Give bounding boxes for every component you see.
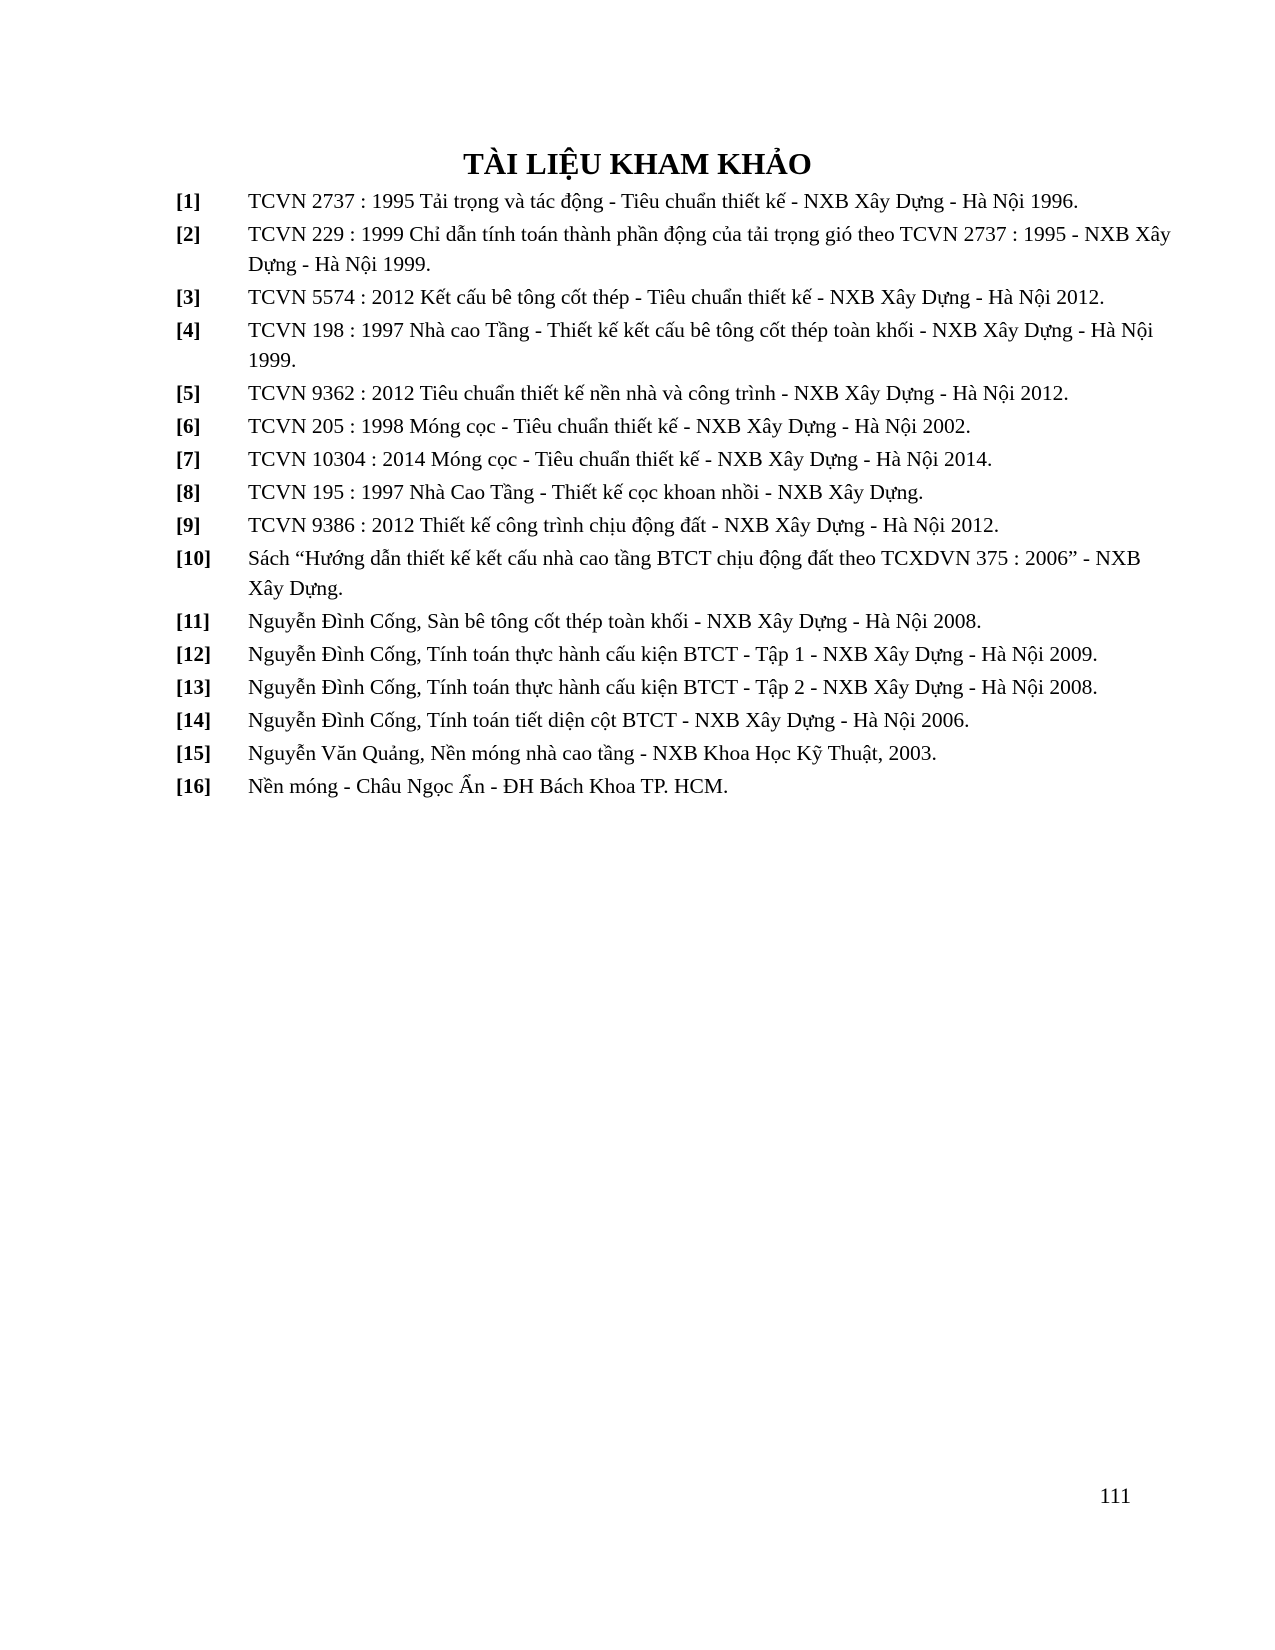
reference-item — [176, 639, 1176, 669]
reference-text: Nguyễn Văn Quảng, Nền móng nhà cao tầng - NXB Khoa Học Kỹ Thuật, 2003. — [248, 741, 937, 765]
reference-text: TCVN 10304 : 2014 Móng cọc - Tiêu chuẩn thiết kế - NXB Xây Dựng - Hà Nội 2014. — [248, 447, 993, 471]
reference-number: [14] — [176, 708, 211, 732]
reference-item — [176, 315, 1176, 375]
reference-text: TCVN 229 : 1999 Chỉ dẫn tính toán thành phần động của tải trọng gió theo TCVN 2737 : 1995 - NXB Xây Dựng - Hà Nội 1999. — [248, 222, 1171, 276]
reference-number: [13] — [176, 675, 211, 699]
reference-number: [9] — [176, 513, 201, 537]
reference-item — [176, 672, 1176, 702]
reference-number: [6] — [176, 414, 201, 438]
reference-text: TCVN 205 : 1998 Móng cọc - Tiêu chuẩn thiết kế - NXB Xây Dựng - Hà Nội 2002. — [248, 414, 971, 438]
reference-number: [7] — [176, 447, 201, 471]
reference-item — [176, 606, 1176, 636]
page-number: 111 — [1099, 1483, 1131, 1508]
reference-item — [176, 705, 1176, 735]
reference-item — [176, 444, 1176, 474]
reference-number: [16] — [176, 774, 211, 798]
reference-number: [12] — [176, 642, 211, 666]
reference-number: [10] — [176, 546, 211, 570]
reference-item — [176, 510, 1176, 540]
reference-item — [176, 543, 1176, 603]
reference-number: [5] — [176, 381, 201, 405]
reference-text: TCVN 2737 : 1995 Tải trọng và tác động - Tiêu chuẩn thiết kế - NXB Xây Dựng - Hà Nội 1996. — [248, 189, 1079, 213]
reference-number: [2] — [176, 222, 201, 246]
reference-number: [11] — [176, 609, 210, 633]
reference-text: Nguyễn Đình Cống, Tính toán thực hành cấu kiện BTCT - Tập 1 - NXB Xây Dựng - Hà Nội 2009. — [248, 642, 1098, 666]
reference-text: Nền móng - Châu Ngọc Ẩn - ĐH Bách Khoa TP. HCM. — [248, 774, 729, 798]
reference-text: TCVN 198 : 1997 Nhà cao Tầng - Thiết kế kết cấu bê tông cốt thép toàn khối - NXB Xây Dựng - Hà Nội 1999. — [248, 318, 1154, 372]
reference-text: TCVN 195 : 1997 Nhà Cao Tầng - Thiết kế cọc khoan nhồi - NXB Xây Dựng. — [248, 480, 924, 504]
reference-text: Sách “Hướng dẫn thiết kế kết cấu nhà cao tầng BTCT chịu động đất theo TCXDVN 375 : 2006” - NXB Xây Dựng. — [248, 546, 1141, 600]
reference-item — [176, 186, 1176, 216]
reference-number: [1] — [176, 189, 201, 213]
reference-text: Nguyễn Đình Cống, Tính toán tiết diện cột BTCT - NXB Xây Dựng - Hà Nội 2006. — [248, 708, 970, 732]
reference-text: TCVN 5574 : 2012 Kết cấu bê tông cốt thép - Tiêu chuẩn thiết kế - NXB Xây Dựng - Hà Nội 2012. — [248, 285, 1105, 309]
reference-item — [176, 738, 1176, 768]
reference-item — [176, 771, 1176, 801]
reference-item — [176, 282, 1176, 312]
reference-text: Nguyễn Đình Cống, Sàn bê tông cốt thép toàn khối - NXB Xây Dựng - Hà Nội 2008. — [248, 609, 982, 633]
reference-item — [176, 378, 1176, 408]
reference-item — [176, 477, 1176, 507]
reference-text: TCVN 9362 : 2012 Tiêu chuẩn thiết kế nền nhà và công trình - NXB Xây Dựng - Hà Nội 2012. — [248, 381, 1069, 405]
reference-number: [15] — [176, 741, 211, 765]
reference-number: [8] — [176, 480, 201, 504]
reference-item — [176, 411, 1176, 441]
reference-list — [176, 186, 1176, 804]
page-title: TÀI LIỆU KHAM KHẢO — [463, 146, 812, 181]
reference-text: Nguyễn Đình Cống, Tính toán thực hành cấu kiện BTCT - Tập 2 - NXB Xây Dựng - Hà Nội 2008. — [248, 675, 1098, 699]
reference-text: TCVN 9386 : 2012 Thiết kế công trình chịu động đất - NXB Xây Dựng - Hà Nội 2012. — [248, 513, 1000, 537]
reference-number: [4] — [176, 318, 201, 342]
reference-number: [3] — [176, 285, 201, 309]
reference-item — [176, 219, 1176, 279]
